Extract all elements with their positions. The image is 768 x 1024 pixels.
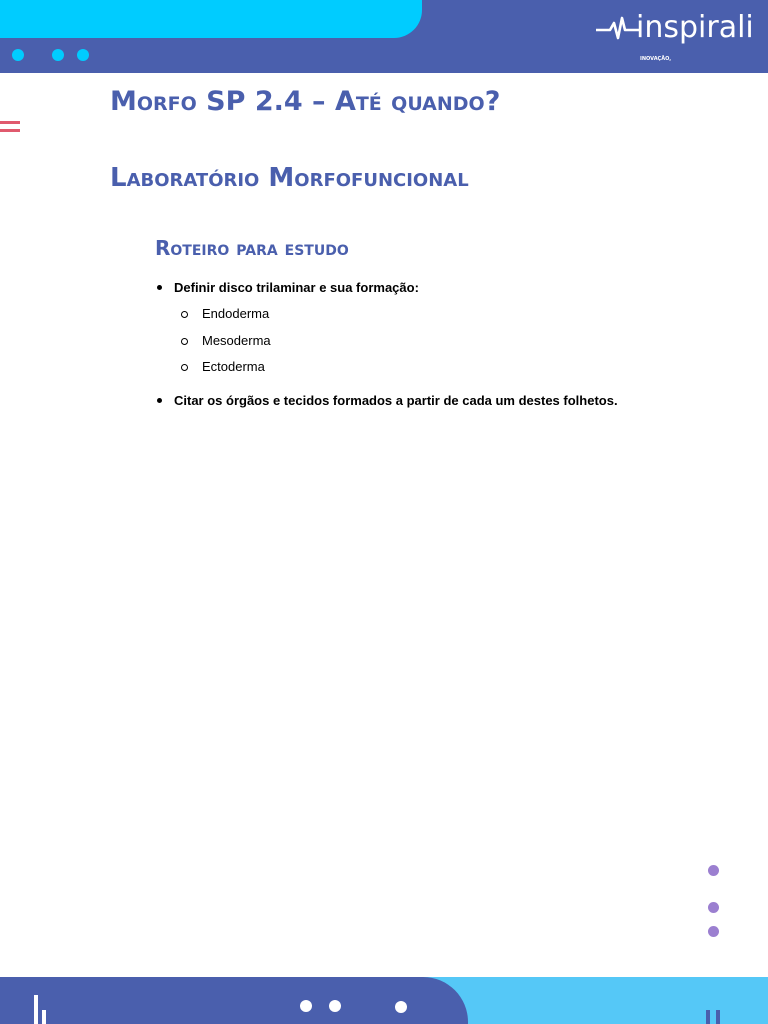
sublist-item: [155, 357, 618, 377]
study-list: [155, 278, 618, 411]
sublist: [155, 304, 618, 377]
sublist-item-text: Mesoderma: [202, 332, 271, 348]
circle-bullet-icon: [181, 311, 188, 318]
circle-bullet-icon: [181, 364, 188, 371]
inspirali-logo: [596, 10, 756, 98]
logo-wordmark: inspirali: [636, 10, 754, 45]
bullet-icon: [157, 398, 162, 403]
side-accent-mark: [0, 121, 20, 124]
header-cyan-shape: [0, 0, 422, 38]
list-item: [155, 391, 618, 411]
sublist-container: [155, 304, 618, 377]
list-item-text: Citar os órgãos e tecidos formados a partir de cada um destes folhetos.: [174, 393, 618, 408]
header-dot: [52, 49, 64, 61]
page-subtitle: Laboratório Morfofuncional: [110, 163, 469, 193]
footer-bar: [706, 1010, 710, 1024]
list-item-text: Definir disco trilaminar e sua formação:: [174, 280, 419, 295]
pulse-logo-icon: [596, 14, 640, 44]
footer-bar: [42, 1010, 46, 1024]
sublist-item: [155, 331, 618, 351]
footer-bar: [34, 995, 38, 1024]
section-heading: Roteiro para estudo: [155, 236, 349, 260]
footer-dot: [300, 1000, 312, 1012]
circle-bullet-icon: [181, 338, 188, 345]
footer-dot: [395, 1001, 407, 1013]
side-accent-mark: [0, 129, 20, 132]
decorative-dot: [708, 926, 719, 937]
header-dot: [77, 49, 89, 61]
logo-tagline: [640, 44, 671, 110]
logo-tagline-line: INOVAÇÃO,: [640, 56, 672, 62]
decorative-dot: [708, 865, 719, 876]
list-item: [155, 278, 618, 298]
header-dot: [12, 49, 24, 61]
decorative-dot: [708, 902, 719, 913]
footer-bar: [716, 1010, 720, 1024]
logo-tagline-line: SAÚDE E: [640, 74, 665, 80]
page-title: Morfo SP 2.4 – Até quando?: [110, 86, 501, 117]
logo-tagline-line: EDUCAÇÃO: [640, 92, 671, 98]
sublist-item-text: Ectoderma: [202, 359, 265, 374]
sublist-item-text: Endoderma: [202, 306, 270, 321]
sublist-item: [155, 304, 618, 324]
bullet-icon: [157, 285, 162, 290]
footer-dot: [329, 1000, 341, 1012]
